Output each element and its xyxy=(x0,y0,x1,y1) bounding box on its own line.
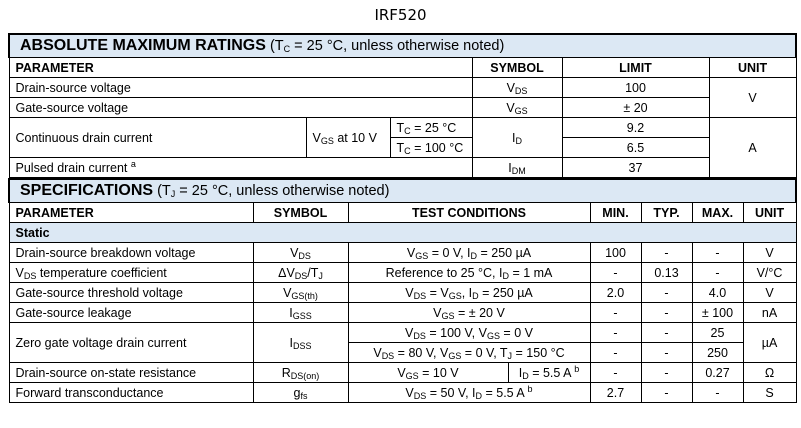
spec-cond-idss-2: $V_{DS} = 80$ V, $V_{GS} = 0$ V, $T_J = 150$ °C xyxy=(348,343,590,363)
abs-cond-id: $V_{GS}$ at 10 V xyxy=(306,118,390,158)
spec-param-vth: Gate-source threshold voltage xyxy=(9,283,253,303)
spec-param-idss: Zero gate voltage drain current xyxy=(9,323,253,363)
spec-unit-gfs: S xyxy=(743,383,796,403)
abs-param-vds: Drain-source voltage xyxy=(9,78,472,98)
abs-limit-idm: 37 xyxy=(562,158,709,178)
spec-min-idss-1: - xyxy=(590,323,641,343)
spec-header-symbol: SYMBOL xyxy=(253,203,348,223)
spec-max-bvdss: - xyxy=(692,243,743,263)
spec-unit-vth: V xyxy=(743,283,796,303)
spec-max-idss-1: 25 xyxy=(692,323,743,343)
abs-symbol-idm: $I_{DM}$ xyxy=(472,158,562,178)
spec-max-gfs: - xyxy=(692,383,743,403)
spec-header-min: MIN. xyxy=(590,203,641,223)
spec-cond-idss-1: $V_{DS} = 100$ V, $V_{GS} = 0$ V xyxy=(348,323,590,343)
spec-max-tc: - xyxy=(692,263,743,283)
spec-typ-gfs: - xyxy=(641,383,692,403)
spec-param-rds: Drain-source on-state resistance xyxy=(9,363,253,383)
spec-param-bvdss: Drain-source breakdown voltage xyxy=(9,243,253,263)
spec-symbol-tc: $\Delta V_{DS}/T_J$ xyxy=(253,263,348,283)
abs-ratings-heading: ABSOLUTE MAXIMUM RATINGS ($T_C = 25$ °C, unless otherwise noted) xyxy=(9,34,796,58)
spec-min-bvdss: 100 xyxy=(590,243,641,263)
spec-symbol-bvdss: $V_{DS}$ xyxy=(253,243,348,263)
absolute-maximum-ratings-table xyxy=(8,33,797,178)
abs-param-idm: Pulsed drain current $^a$ xyxy=(9,158,472,178)
spec-param-tc: $V_{DS}$ temperature coefficient xyxy=(9,263,253,283)
spec-min-rds: - xyxy=(590,363,641,383)
spec-header-unit: UNIT xyxy=(743,203,796,223)
abs-header-symbol: SYMBOL xyxy=(472,58,562,78)
spec-typ-tc: 0.13 xyxy=(641,263,692,283)
spec-header-max: MAX. xyxy=(692,203,743,223)
abs-limit-id-25: 9.2 xyxy=(562,118,709,138)
spec-header-typ: TYP. xyxy=(641,203,692,223)
spec-typ-idss-2: - xyxy=(641,343,692,363)
spec-min-vth: 2.0 xyxy=(590,283,641,303)
abs-temp-25: $T_C = 25$ °C xyxy=(390,118,472,138)
spec-max-vth: 4.0 xyxy=(692,283,743,303)
abs-limit-vds: 100 xyxy=(562,78,709,98)
specifications-heading: SPECIFICATIONS ($T_J = 25$ °C, unless otherwise noted) xyxy=(9,179,796,203)
spec-min-gfs: 2.7 xyxy=(590,383,641,403)
spec-typ-igss: - xyxy=(641,303,692,323)
abs-header-unit: UNIT xyxy=(709,58,796,78)
spec-cond-bvdss: $V_{GS} = 0$ V, $I_D = 250$ µA xyxy=(348,243,590,263)
spec-unit-bvdss: V xyxy=(743,243,796,263)
spec-cond-tc: Reference to 25 °C, $I_D = 1$ mA xyxy=(348,263,590,283)
abs-limit-vgs: ± 20 xyxy=(562,98,709,118)
abs-symbol-vds: $V_{DS}$ xyxy=(472,78,562,98)
spec-unit-igss: nA xyxy=(743,303,796,323)
spec-symbol-gfs: $g_{fs}$ xyxy=(253,383,348,403)
spec-min-tc: - xyxy=(590,263,641,283)
spec-symbol-igss: $I_{GSS}$ xyxy=(253,303,348,323)
spec-min-idss-2: - xyxy=(590,343,641,363)
spec-header-parameter: PARAMETER xyxy=(9,203,253,223)
spec-typ-rds: - xyxy=(641,363,692,383)
abs-param-vgs: Gate-source voltage xyxy=(9,98,472,118)
spec-section-static: Static xyxy=(9,223,796,243)
spec-cond-rds-id: $I_D = 5.5$ A $^b$ xyxy=(508,363,590,383)
spec-unit-rds: Ω xyxy=(743,363,796,383)
spec-max-igss: ± 100 xyxy=(692,303,743,323)
spec-cond-igss: $V_{GS}$ = ± 20 V xyxy=(348,303,590,323)
spec-cond-vth: $V_{DS} = V_{GS}$, $I_D = 250$ µA xyxy=(348,283,590,303)
spec-cond-gfs: $V_{DS} = 50$ V, $I_D = 5.5$ A $^b$ xyxy=(348,383,590,403)
abs-unit-volts: V xyxy=(709,78,796,118)
abs-header-parameter: PARAMETER xyxy=(9,58,472,78)
specifications-table xyxy=(8,178,797,403)
spec-header-test-conditions: TEST CONDITIONS xyxy=(348,203,590,223)
abs-symbol-id: $I_D$ xyxy=(472,118,562,158)
spec-param-gfs: Forward transconductance xyxy=(9,383,253,403)
spec-typ-idss-1: - xyxy=(641,323,692,343)
abs-temp-100: $T_C = 100$ °C xyxy=(390,138,472,158)
abs-symbol-vgs: $V_{GS}$ xyxy=(472,98,562,118)
spec-symbol-rds: $R_{DS(on)}$ xyxy=(253,363,348,383)
spec-max-idss-2: 250 xyxy=(692,343,743,363)
spec-unit-tc: V/°C xyxy=(743,263,796,283)
spec-unit-idss: µA xyxy=(743,323,796,363)
spec-param-igss: Gate-source leakage xyxy=(9,303,253,323)
spec-cond-rds-vgs: $V_{GS} = 10$ V xyxy=(348,363,508,383)
document-title: IRF520 xyxy=(374,6,427,24)
spec-max-rds: 0.27 xyxy=(692,363,743,383)
spec-typ-bvdss: - xyxy=(641,243,692,263)
spec-symbol-vth: $V_{GS(th)}$ xyxy=(253,283,348,303)
abs-header-limit: LIMIT xyxy=(562,58,709,78)
spec-typ-vth: - xyxy=(641,283,692,303)
abs-limit-id-100: 6.5 xyxy=(562,138,709,158)
spec-symbol-idss: $I_{DSS}$ xyxy=(253,323,348,363)
spec-min-igss: - xyxy=(590,303,641,323)
abs-unit-amps: A xyxy=(709,118,796,178)
abs-param-id: Continuous drain current xyxy=(9,118,306,158)
